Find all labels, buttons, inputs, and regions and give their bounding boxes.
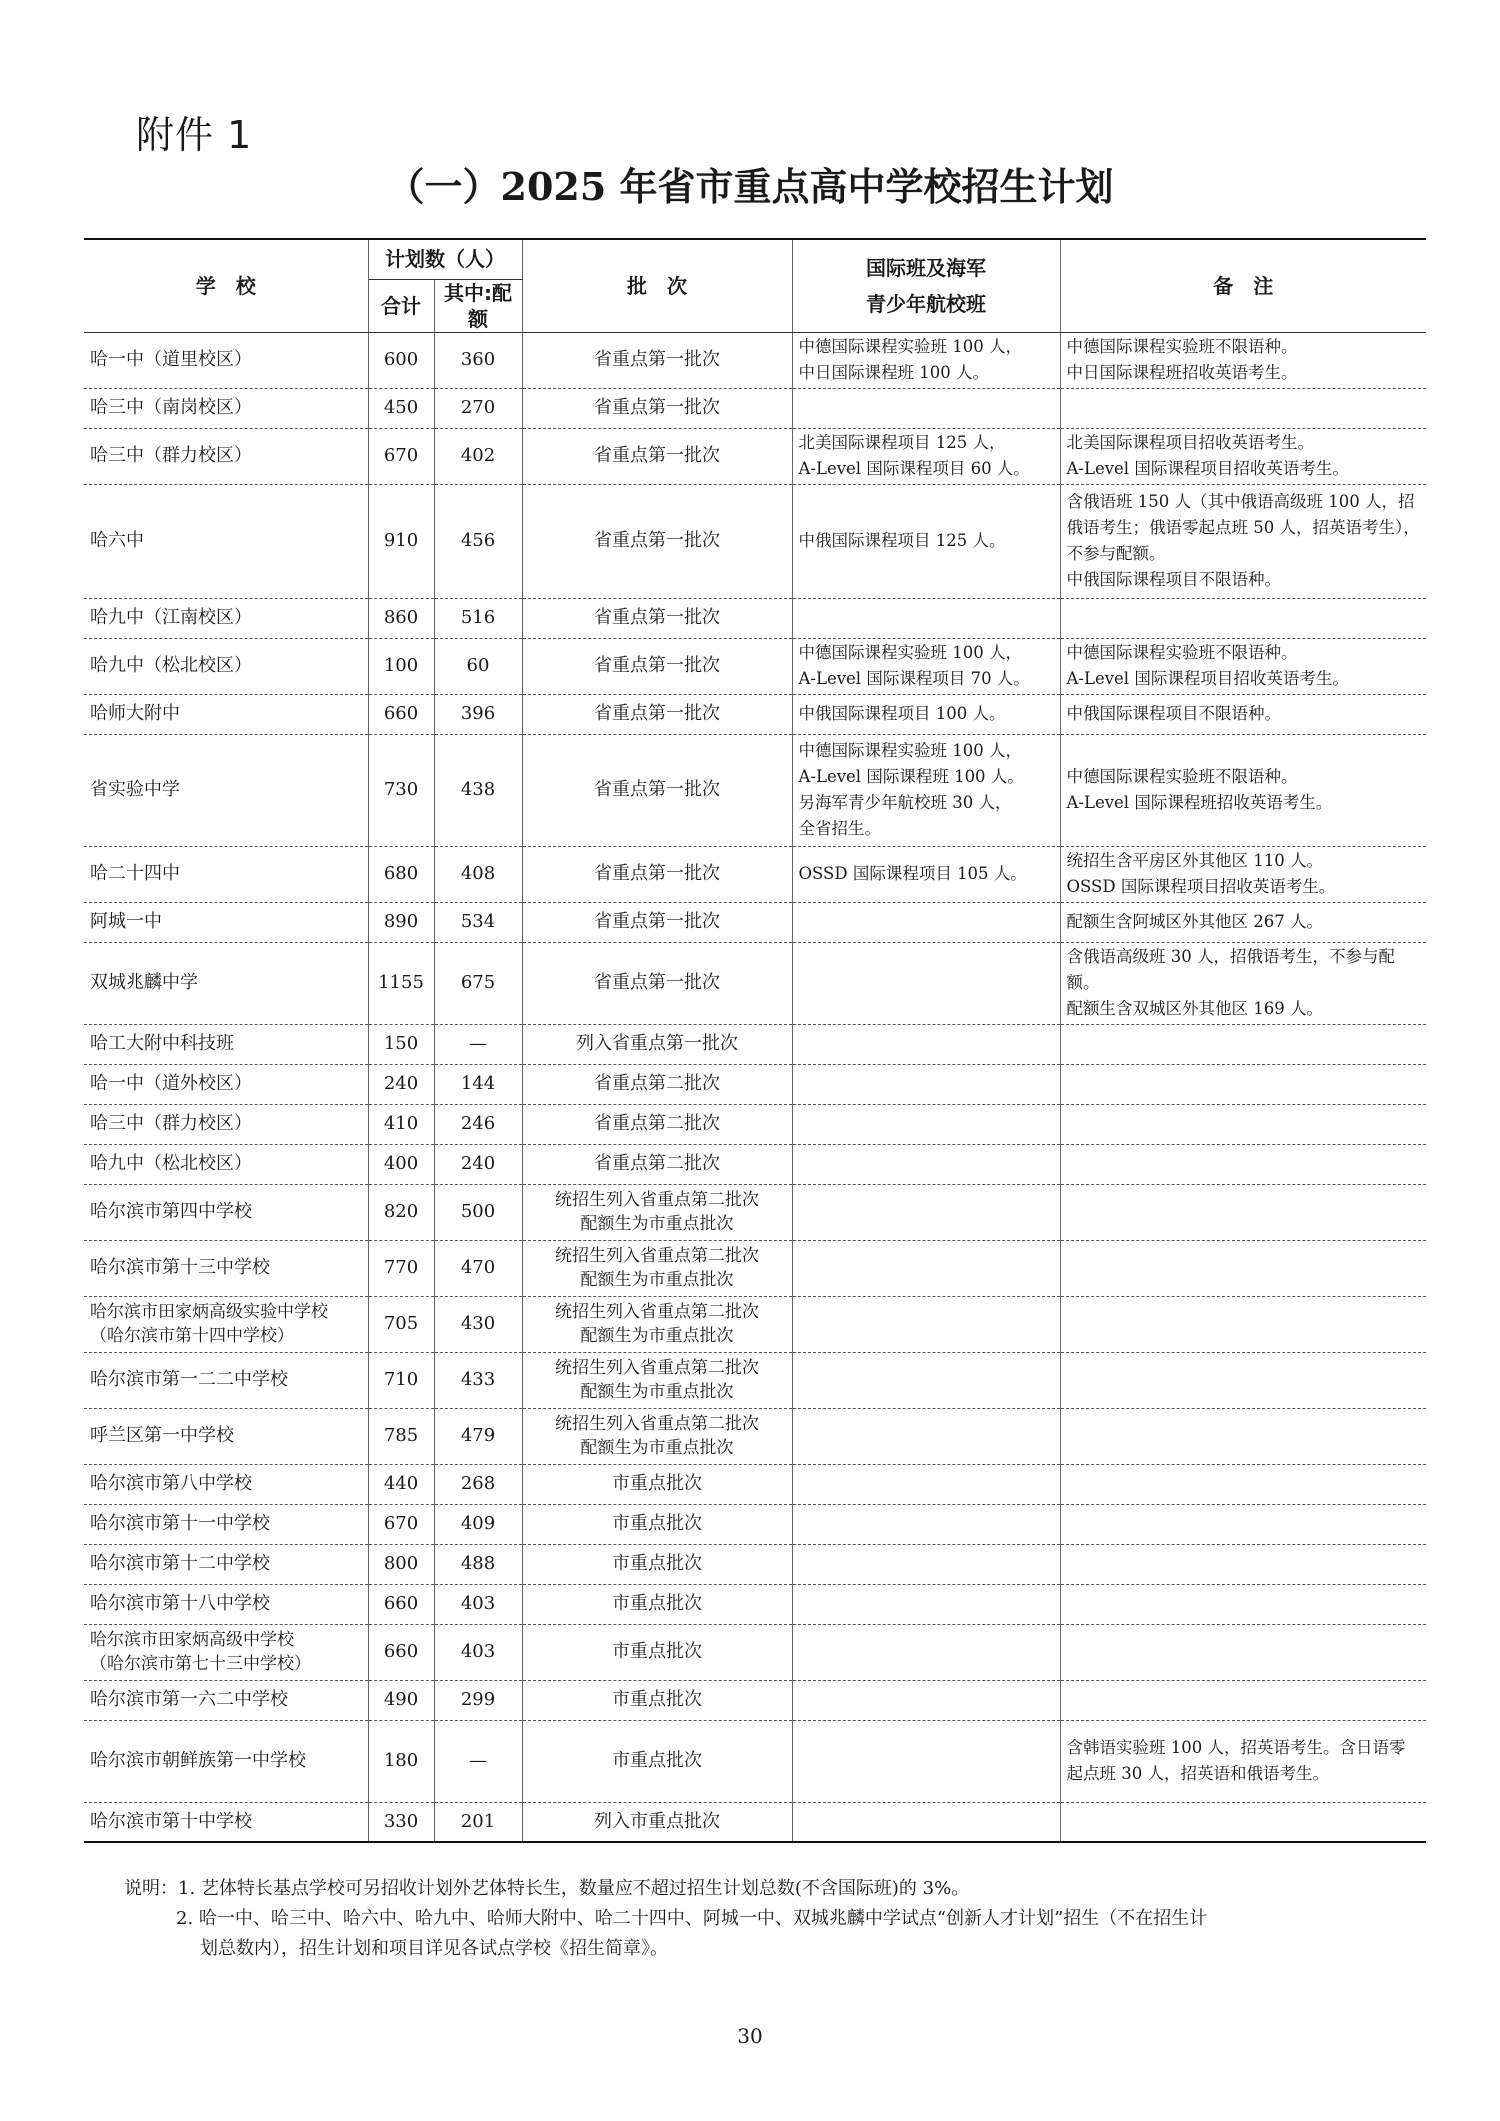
batch-cell: 统招生列入省重点第二批次 配额生为市重点批次 bbox=[522, 1184, 792, 1240]
intl-cell bbox=[792, 1504, 1060, 1544]
total-cell: 100 bbox=[368, 638, 434, 694]
batch-cell: 统招生列入省重点第二批次 配额生为市重点批次 bbox=[522, 1296, 792, 1352]
batch-cell: 统招生列入省重点第二批次 配额生为市重点批次 bbox=[522, 1408, 792, 1464]
intl-cell bbox=[792, 942, 1060, 1024]
quota-cell: 144 bbox=[434, 1064, 522, 1104]
total-cell: 400 bbox=[368, 1144, 434, 1184]
batch-cell: 省重点第一批次 bbox=[522, 598, 792, 638]
batch-cell: 省重点第一批次 bbox=[522, 428, 792, 484]
note-2-continued: 划总数内），招生计划和项目详见各试点学校《招生简章》。 bbox=[200, 1938, 668, 1959]
batch-cell: 省重点第一批次 bbox=[522, 332, 792, 388]
total-cell: 890 bbox=[368, 902, 434, 942]
header-school: 学 校 bbox=[84, 239, 368, 332]
total-cell: 330 bbox=[368, 1802, 434, 1842]
note-cell: 中德国际课程实验班不限语种。 中日国际课程班招收英语考生。 bbox=[1060, 332, 1426, 388]
intl-cell bbox=[792, 388, 1060, 428]
table-row bbox=[84, 942, 1426, 1024]
header-batch: 批 次 bbox=[522, 239, 792, 332]
quota-cell: 268 bbox=[434, 1464, 522, 1504]
intl-cell bbox=[792, 1184, 1060, 1240]
enrollment-plan-table bbox=[84, 238, 1426, 1843]
quota-cell: 500 bbox=[434, 1184, 522, 1240]
total-cell: 660 bbox=[368, 1584, 434, 1624]
table-row bbox=[84, 1024, 1426, 1064]
intl-cell bbox=[792, 1064, 1060, 1104]
intl-cell bbox=[792, 1352, 1060, 1408]
header-intl-line1: 国际班及海军 bbox=[866, 255, 986, 280]
intl-cell bbox=[792, 1240, 1060, 1296]
total-cell: 680 bbox=[368, 846, 434, 902]
attachment-label: 附件 1 bbox=[136, 113, 253, 157]
quota-cell: 430 bbox=[434, 1296, 522, 1352]
school-cell: 呼兰区第一中学校 bbox=[84, 1408, 368, 1464]
school-cell: 哈九中（松北校区） bbox=[84, 1144, 368, 1184]
table-row bbox=[84, 428, 1426, 484]
total-cell: 800 bbox=[368, 1544, 434, 1584]
table-body bbox=[84, 332, 1426, 1842]
intl-cell bbox=[792, 1408, 1060, 1464]
total-cell: 660 bbox=[368, 1624, 434, 1680]
intl-cell: 中德国际课程实验班 100 人， A-Level 国际课程班 100 人。 另海军青少年航校班 30 人， 全省招生。 bbox=[792, 734, 1060, 846]
table-row bbox=[84, 1802, 1426, 1842]
quota-cell: 299 bbox=[434, 1680, 522, 1720]
table-row bbox=[84, 1408, 1426, 1464]
intl-cell: 中德国际课程实验班 100 人， A-Level 国际课程项目 70 人。 bbox=[792, 638, 1060, 694]
school-cell: 哈尔滨市田家炳高级中学校 （哈尔滨市第七十三中学校） bbox=[84, 1624, 368, 1680]
intl-cell: 中俄国际课程项目 125 人。 bbox=[792, 484, 1060, 598]
quota-cell: 396 bbox=[434, 694, 522, 734]
note-cell: 统招生含平房区外其他区 110 人。 OSSD 国际课程项目招收英语考生。 bbox=[1060, 846, 1426, 902]
school-cell: 哈三中（南岗校区） bbox=[84, 388, 368, 428]
intl-cell bbox=[792, 1720, 1060, 1802]
total-cell: 710 bbox=[368, 1352, 434, 1408]
intl-cell bbox=[792, 1104, 1060, 1144]
batch-cell: 市重点批次 bbox=[522, 1680, 792, 1720]
school-cell: 哈一中（道里校区） bbox=[84, 332, 368, 388]
header-quota: 其中:配额 bbox=[434, 279, 522, 332]
batch-cell: 省重点第一批次 bbox=[522, 734, 792, 846]
quota-cell: 403 bbox=[434, 1624, 522, 1680]
school-cell: 哈尔滨市朝鲜族第一中学校 bbox=[84, 1720, 368, 1802]
quota-cell: 675 bbox=[434, 942, 522, 1024]
note-cell: 北美国际课程项目招收英语考生。 A-Level 国际课程项目招收英语考生。 bbox=[1060, 428, 1426, 484]
quota-cell: 470 bbox=[434, 1240, 522, 1296]
note-cell: 中德国际课程实验班不限语种。 A-Level 国际课程班招收英语考生。 bbox=[1060, 734, 1426, 846]
note-cell bbox=[1060, 1024, 1426, 1064]
school-cell: 哈三中（群力校区） bbox=[84, 428, 368, 484]
quota-cell: 201 bbox=[434, 1802, 522, 1842]
school-cell: 哈工大附中科技班 bbox=[84, 1024, 368, 1064]
note-cell bbox=[1060, 388, 1426, 428]
school-cell: 哈九中（松北校区） bbox=[84, 638, 368, 694]
batch-cell: 市重点批次 bbox=[522, 1624, 792, 1680]
quota-cell: 403 bbox=[434, 1584, 522, 1624]
total-cell: 490 bbox=[368, 1680, 434, 1720]
note-cell bbox=[1060, 598, 1426, 638]
batch-cell: 省重点第一批次 bbox=[522, 902, 792, 942]
intl-cell: 中俄国际课程项目 100 人。 bbox=[792, 694, 1060, 734]
batch-cell: 省重点第一批次 bbox=[522, 846, 792, 902]
school-cell: 哈尔滨市第十二中学校 bbox=[84, 1544, 368, 1584]
note-cell bbox=[1060, 1064, 1426, 1104]
batch-cell: 省重点第一批次 bbox=[522, 694, 792, 734]
note-cell: 中德国际课程实验班不限语种。 A-Level 国际课程项目招收英语考生。 bbox=[1060, 638, 1426, 694]
header-total: 合计 bbox=[368, 279, 434, 332]
quota-cell: — bbox=[434, 1720, 522, 1802]
batch-cell: 省重点第一批次 bbox=[522, 638, 792, 694]
quota-cell: 456 bbox=[434, 484, 522, 598]
table-row bbox=[84, 1104, 1426, 1144]
intl-cell bbox=[792, 1584, 1060, 1624]
intl-cell bbox=[792, 1024, 1060, 1064]
note-cell bbox=[1060, 1144, 1426, 1184]
document-title: （一）2025 年省市重点高中学校招生计划 bbox=[386, 164, 1114, 209]
header-plan: 计划数（人） bbox=[368, 239, 522, 279]
note-cell bbox=[1060, 1184, 1426, 1240]
table-row bbox=[84, 1296, 1426, 1352]
quota-cell: 408 bbox=[434, 846, 522, 902]
total-cell: 770 bbox=[368, 1240, 434, 1296]
total-cell: 600 bbox=[368, 332, 434, 388]
total-cell: 820 bbox=[368, 1184, 434, 1240]
intl-cell: OSSD 国际课程项目 105 人。 bbox=[792, 846, 1060, 902]
school-cell: 哈一中（道外校区） bbox=[84, 1064, 368, 1104]
school-cell: 哈二十四中 bbox=[84, 846, 368, 902]
total-cell: 180 bbox=[368, 1720, 434, 1802]
intl-cell bbox=[792, 1680, 1060, 1720]
note-cell bbox=[1060, 1240, 1426, 1296]
batch-cell: 市重点批次 bbox=[522, 1504, 792, 1544]
school-cell: 哈尔滨市第十中学校 bbox=[84, 1802, 368, 1842]
batch-cell: 省重点第一批次 bbox=[522, 388, 792, 428]
quota-cell: 246 bbox=[434, 1104, 522, 1144]
note-cell bbox=[1060, 1352, 1426, 1408]
note-2: 2. 哈一中、哈三中、哈六中、哈九中、哈师大附中、哈二十四中、阿城一中、双城兆麟中学试点“创新人才计划”招生（不在招生计 bbox=[176, 1908, 1208, 1929]
total-cell: 910 bbox=[368, 484, 434, 598]
table-row bbox=[84, 1464, 1426, 1504]
quota-cell: 60 bbox=[434, 638, 522, 694]
table-row bbox=[84, 484, 1426, 598]
explanatory-notes bbox=[124, 1874, 1404, 1964]
total-cell: 705 bbox=[368, 1296, 434, 1352]
total-cell: 1155 bbox=[368, 942, 434, 1024]
school-cell: 哈尔滨市第一二二中学校 bbox=[84, 1352, 368, 1408]
note-cell bbox=[1060, 1504, 1426, 1544]
note-cell bbox=[1060, 1296, 1426, 1352]
quota-cell: 433 bbox=[434, 1352, 522, 1408]
note-cell bbox=[1060, 1408, 1426, 1464]
note-cell: 配额生含阿城区外其他区 267 人。 bbox=[1060, 902, 1426, 942]
batch-cell: 市重点批次 bbox=[522, 1544, 792, 1584]
batch-cell: 省重点第二批次 bbox=[522, 1104, 792, 1144]
note-1: 说明：1. 艺体特长基点学校可另招收计划外艺体特长生，数量应不超过招生计划总数(不含国际班)的 3%。 bbox=[124, 1878, 970, 1899]
note-cell: 含俄语高级班 30 人，招俄语考生，不参与配额。 配额生含双城区外其他区 169 人。 bbox=[1060, 942, 1426, 1024]
batch-cell: 省重点第二批次 bbox=[522, 1064, 792, 1104]
table-row bbox=[84, 1144, 1426, 1184]
intl-cell bbox=[792, 1544, 1060, 1584]
note-cell bbox=[1060, 1802, 1426, 1842]
table-row bbox=[84, 388, 1426, 428]
batch-cell: 省重点第二批次 bbox=[522, 1144, 792, 1184]
total-cell: 785 bbox=[368, 1408, 434, 1464]
quota-cell: 240 bbox=[434, 1144, 522, 1184]
batch-cell: 省重点第一批次 bbox=[522, 484, 792, 598]
batch-cell: 省重点第一批次 bbox=[522, 942, 792, 1024]
quota-cell: 409 bbox=[434, 1504, 522, 1544]
batch-cell: 市重点批次 bbox=[522, 1720, 792, 1802]
header-intl-line2: 青少年航校班 bbox=[866, 291, 986, 316]
table-row bbox=[84, 1680, 1426, 1720]
table-row bbox=[84, 1184, 1426, 1240]
table-row bbox=[84, 1584, 1426, 1624]
table-row bbox=[84, 638, 1426, 694]
school-cell: 哈尔滨市第一六二中学校 bbox=[84, 1680, 368, 1720]
intl-cell bbox=[792, 1296, 1060, 1352]
table-row bbox=[84, 694, 1426, 734]
table-row bbox=[84, 332, 1426, 388]
note-cell bbox=[1060, 1624, 1426, 1680]
school-cell: 哈六中 bbox=[84, 484, 368, 598]
quota-cell: 479 bbox=[434, 1408, 522, 1464]
school-cell: 哈三中（群力校区） bbox=[84, 1104, 368, 1144]
batch-cell: 列入市重点批次 bbox=[522, 1802, 792, 1842]
school-cell: 哈尔滨市田家炳高级实验中学校 （哈尔滨市第十四中学校） bbox=[84, 1296, 368, 1352]
table-row bbox=[84, 902, 1426, 942]
school-cell: 哈尔滨市第十八中学校 bbox=[84, 1584, 368, 1624]
batch-cell: 统招生列入省重点第二批次 配额生为市重点批次 bbox=[522, 1240, 792, 1296]
header-note: 备 注 bbox=[1060, 239, 1426, 332]
intl-cell bbox=[792, 1802, 1060, 1842]
note-cell: 含韩语实验班 100 人，招英语考生。含日语零起点班 30 人，招英语和俄语考生。 bbox=[1060, 1720, 1426, 1802]
table-row bbox=[84, 1064, 1426, 1104]
intl-cell bbox=[792, 598, 1060, 638]
note-cell bbox=[1060, 1584, 1426, 1624]
table-row bbox=[84, 734, 1426, 846]
table-row bbox=[84, 1504, 1426, 1544]
table-row bbox=[84, 1240, 1426, 1296]
school-cell: 哈尔滨市第十一中学校 bbox=[84, 1504, 368, 1544]
total-cell: 240 bbox=[368, 1064, 434, 1104]
batch-cell: 统招生列入省重点第二批次 配额生为市重点批次 bbox=[522, 1352, 792, 1408]
table-row bbox=[84, 846, 1426, 902]
quota-cell: 270 bbox=[434, 388, 522, 428]
note-cell bbox=[1060, 1544, 1426, 1584]
intl-cell bbox=[792, 1624, 1060, 1680]
total-cell: 150 bbox=[368, 1024, 434, 1064]
note-cell bbox=[1060, 1680, 1426, 1720]
total-cell: 440 bbox=[368, 1464, 434, 1504]
note-cell bbox=[1060, 1104, 1426, 1144]
total-cell: 660 bbox=[368, 694, 434, 734]
table-row bbox=[84, 598, 1426, 638]
table-row bbox=[84, 1352, 1426, 1408]
quota-cell: 488 bbox=[434, 1544, 522, 1584]
total-cell: 410 bbox=[368, 1104, 434, 1144]
table-row bbox=[84, 1720, 1426, 1802]
intl-cell bbox=[792, 1464, 1060, 1504]
page-number: 30 bbox=[737, 2024, 763, 2048]
batch-cell: 列入省重点第一批次 bbox=[522, 1024, 792, 1064]
intl-cell bbox=[792, 902, 1060, 942]
total-cell: 730 bbox=[368, 734, 434, 846]
total-cell: 860 bbox=[368, 598, 434, 638]
school-cell: 哈尔滨市第四中学校 bbox=[84, 1184, 368, 1240]
quota-cell: 360 bbox=[434, 332, 522, 388]
quota-cell: 516 bbox=[434, 598, 522, 638]
intl-cell: 中德国际课程实验班 100 人， 中日国际课程班 100 人。 bbox=[792, 332, 1060, 388]
batch-cell: 市重点批次 bbox=[522, 1464, 792, 1504]
intl-cell bbox=[792, 1144, 1060, 1184]
header-intl bbox=[792, 239, 1060, 332]
school-cell: 哈尔滨市第八中学校 bbox=[84, 1464, 368, 1504]
school-cell: 哈师大附中 bbox=[84, 694, 368, 734]
school-cell: 省实验中学 bbox=[84, 734, 368, 846]
school-cell: 阿城一中 bbox=[84, 902, 368, 942]
quota-cell: — bbox=[434, 1024, 522, 1064]
total-cell: 670 bbox=[368, 428, 434, 484]
note-cell: 中俄国际课程项目不限语种。 bbox=[1060, 694, 1426, 734]
quota-cell: 402 bbox=[434, 428, 522, 484]
table-row bbox=[84, 1624, 1426, 1680]
batch-cell: 市重点批次 bbox=[522, 1584, 792, 1624]
quota-cell: 534 bbox=[434, 902, 522, 942]
quota-cell: 438 bbox=[434, 734, 522, 846]
note-cell bbox=[1060, 1464, 1426, 1504]
total-cell: 450 bbox=[368, 388, 434, 428]
total-cell: 670 bbox=[368, 1504, 434, 1544]
intl-cell: 北美国际课程项目 125 人， A-Level 国际课程项目 60 人。 bbox=[792, 428, 1060, 484]
school-cell: 哈九中（江南校区） bbox=[84, 598, 368, 638]
school-cell: 哈尔滨市第十三中学校 bbox=[84, 1240, 368, 1296]
school-cell: 双城兆麟中学 bbox=[84, 942, 368, 1024]
table-row bbox=[84, 1544, 1426, 1584]
note-cell: 含俄语班 150 人（其中俄语高级班 100 人，招俄语考生；俄语零起点班 50 人，招英语考生），不参与配额。 中俄国际课程项目不限语种。 bbox=[1060, 484, 1426, 598]
